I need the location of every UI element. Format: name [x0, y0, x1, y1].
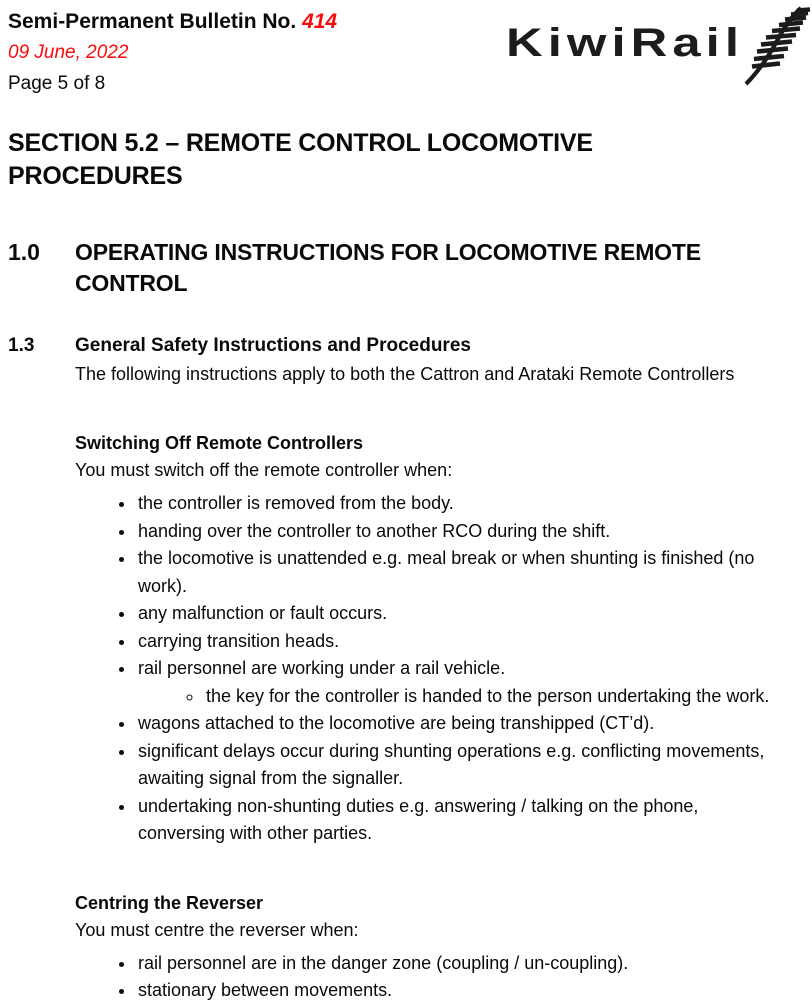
- list-item: • undertaking non-shunting duties e.g. answering / talking on the phone, conversing with other parties.: [136, 793, 780, 848]
- section-1-3: [8, 333, 812, 1005]
- list-item: • significant delays occur during shunting operations e.g. conflicting movements, awaiting signal from the signaller.: [136, 738, 780, 793]
- heading-1-0: [8, 237, 812, 299]
- section-title: SECTION 5.2 – REMOTE CONTROL LOCOMOTIVE PROCEDURES: [8, 129, 593, 190]
- page-number: Page 5 of 8: [8, 73, 106, 94]
- list-item: • wagons attached to the locomotive are being transhipped (CT’d).: [136, 710, 780, 738]
- bullet-list: [75, 490, 780, 848]
- rail-track-curve: [746, 8, 801, 84]
- subsection-centring-reverser: [75, 890, 780, 1005]
- subsection-heading: Switching Off Remote Controllers: [75, 433, 364, 453]
- list-item: • handing over the controller to another RCO during the shift.: [136, 518, 780, 546]
- subsection-switching-off: [75, 430, 780, 848]
- sub-list-item: ◦ the key for the controller is handed to the person undertaking the work.: [204, 683, 780, 711]
- bullet-list: [75, 950, 780, 1005]
- section-1-3-intro: The following instructions apply to both the Cattron and Arataki Remote Controllers: [75, 364, 735, 384]
- list-item: • the controller is removed from the body.: [136, 490, 780, 518]
- sub-bullet-list: [138, 683, 780, 711]
- list-item-text: rail personnel are working under a rail vehicle.: [138, 658, 506, 678]
- rail-track-sleepers: [752, 10, 810, 67]
- heading-1-0-title: OPERATING INSTRUCTIONS FOR LOCOMOTIVE REMOTE CONTROL: [75, 239, 701, 296]
- list-item: [136, 655, 780, 710]
- bulletin-date: 09 June, 2022: [8, 42, 129, 63]
- bulletin-number: 414: [302, 10, 338, 33]
- heading-1-3-number: 1.3: [8, 335, 35, 356]
- page-header: [8, 6, 812, 99]
- list-item: • stationary between movements.: [136, 977, 780, 1005]
- subsection-lead: You must switch off the remote controller when:: [75, 460, 453, 480]
- kiwirail-logo-graphic: [488, 8, 810, 84]
- kiwirail-logo: [488, 8, 810, 84]
- bulletin-label: Semi-Permanent Bulletin No.: [8, 10, 303, 33]
- heading-1-3-title: General Safety Instructions and Procedures: [75, 335, 471, 356]
- list-item: • any malfunction or fault occurs.: [136, 600, 780, 628]
- subsection-heading: Centring the Reverser: [75, 892, 264, 913]
- heading-1-0-number: 1.0: [8, 239, 40, 265]
- list-item: • the locomotive is unattended e.g. meal break or when shunting is finished (no work).: [136, 545, 780, 600]
- list-item: • carrying transition heads.: [136, 628, 780, 656]
- list-item: • rail personnel are in the danger zone (coupling / un-coupling).: [136, 950, 780, 978]
- kiwirail-logo-text: KiwiRail: [506, 21, 744, 65]
- section-1-3-content: [75, 333, 780, 1005]
- subsection-lead: You must centre the reverser when:: [75, 919, 359, 940]
